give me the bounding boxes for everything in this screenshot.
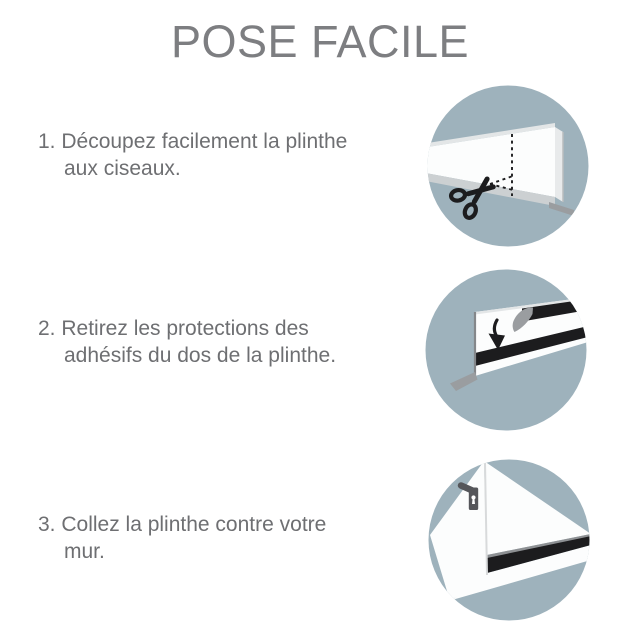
- step-3-line-2: mur.: [64, 540, 105, 563]
- step-1-line-2: aux ciseaux.: [64, 157, 181, 180]
- scissors-cut-illustration: [427, 85, 589, 247]
- step-3-illustration: [428, 459, 590, 621]
- step-1-text: [38, 128, 418, 182]
- board-end-cap: [555, 127, 563, 202]
- step-2-line-2: adhésifs du dos de la plinthe.: [64, 344, 337, 367]
- step-3-line-1: 3. Collez la plinthe contre votre: [38, 513, 327, 536]
- step-2-illustration: [425, 269, 587, 431]
- page-title: POSE FACILE: [170, 16, 470, 67]
- step-3-text: [38, 511, 418, 565]
- glue-to-wall-illustration: [428, 459, 590, 621]
- step-1-line-1: 1. Découpez facilement la plinthe: [38, 130, 348, 153]
- peel-adhesive-illustration: [425, 269, 587, 431]
- step-1-illustration: [427, 85, 589, 247]
- step-2-text: [38, 315, 418, 369]
- step-2-line-1: 2. Retirez les protections des: [38, 317, 309, 340]
